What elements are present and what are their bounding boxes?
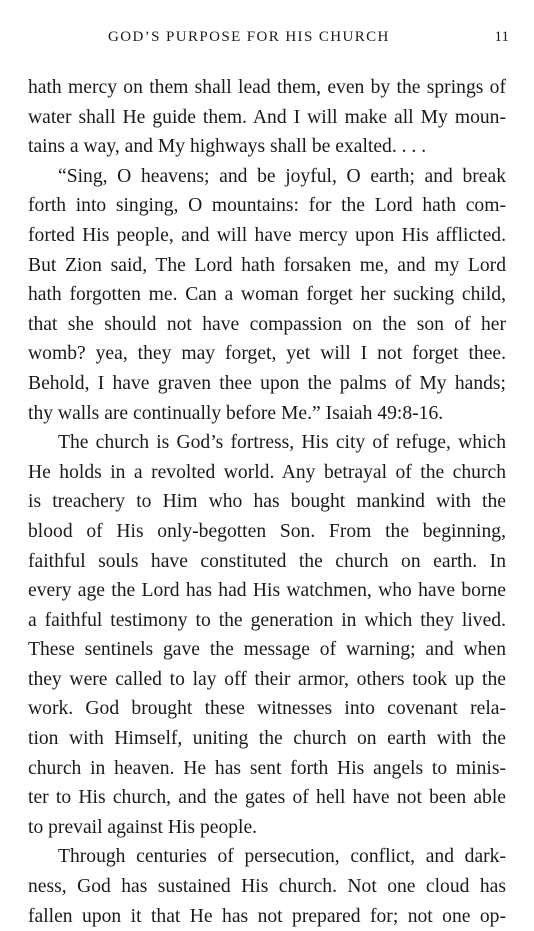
text-line: is treachery to Him who has bought mankind with the (28, 491, 506, 513)
text-line: tion with Himself, uniting the church on earth with the (28, 728, 506, 750)
text-line: to prevail against His people. (28, 816, 258, 838)
text-line: These sentinels gave the message of warning; and when (28, 639, 506, 661)
paragraph (28, 428, 506, 842)
paragraph (28, 73, 506, 162)
body-text (28, 73, 506, 931)
text-line: water shall He guide them. And I will make all My moun- (28, 106, 506, 128)
text-line: church in heaven. He has sent forth His angels to minis- (28, 757, 506, 779)
running-title: GOD’S PURPOSE FOR HIS CHURCH (108, 29, 390, 45)
text-line: blood of His only-begotten Son. From the beginning, (28, 520, 506, 542)
text-line: every age the Lord has had His watchmen, who have borne (28, 580, 506, 602)
text-line: fallen upon it that He has not prepared for; not one op- (28, 905, 506, 927)
text-line: “Sing, O heavens; and be joyful, O earth; and break (58, 165, 506, 187)
text-line: ter to His church, and the gates of hell have not been able (28, 787, 506, 809)
text-line: thy walls are continually before Me.” Isaiah 49:8-16. (28, 402, 444, 424)
text-line: a faithful testimony to the generation in which they lived. (28, 609, 506, 631)
text-line: womb? yea, they may forget, yet will I not forget thee. (28, 343, 506, 365)
paragraph (28, 162, 506, 428)
text-line: hath mercy on them shall lead them, even by the springs of (28, 77, 506, 98)
text-line: But Zion said, The Lord hath forsaken me, and my Lord (28, 254, 506, 276)
running-head (0, 26, 534, 48)
text-line: they were called to lay off their armor, others took up the (28, 668, 506, 690)
text-line: Through centuries of persecution, conflict, and dark- (58, 846, 506, 868)
text-line: that she should not have compassion on the son of her (28, 313, 506, 335)
page-number: 11 (494, 29, 509, 45)
text-line: forted His people, and will have mercy upon His afflicted. (28, 224, 506, 246)
text-line: ness, God has sustained His church. Not one cloud has (28, 876, 506, 898)
text-line: work. God brought these witnesses into covenant rela- (28, 698, 506, 720)
text-line: forth into singing, O mountains: for the Lord hath com- (28, 195, 506, 217)
text-line: faithful souls have constituted the church on earth. In (28, 550, 506, 572)
text-line: Behold, I have graven thee upon the palms of My hands; (28, 372, 506, 394)
paragraph (28, 842, 506, 931)
text-line: hath forgotten me. Can a woman forget her sucking child, (28, 284, 506, 306)
text-line: He holds in a revolted world. Any betrayal of the church (28, 461, 506, 483)
text-line: The church is God’s fortress, His city of refuge, which (58, 432, 506, 454)
text-line: tains a way, and My highways shall be exalted. . . . (28, 136, 427, 158)
